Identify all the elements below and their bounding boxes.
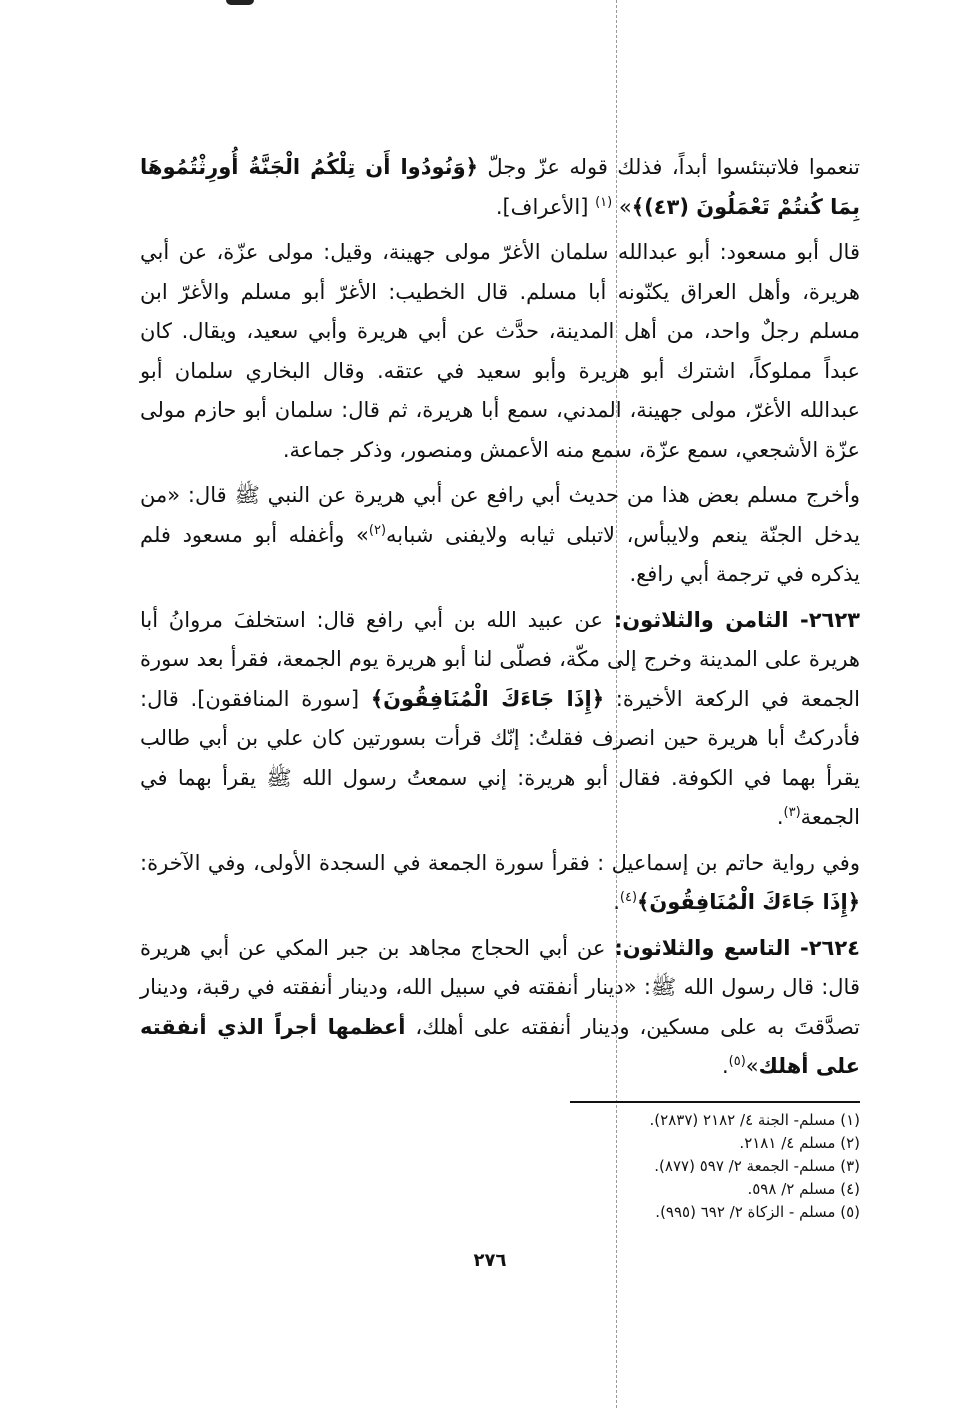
paragraph-1 [140, 148, 860, 227]
text: » [612, 194, 632, 219]
page-number: ٢٧٦ [473, 1250, 507, 1271]
footnote-ref: (٥) [728, 1054, 746, 1069]
quran-verse: ﴿إِذَا جَاءَكَ الْمُنَافِقُونَ﴾ [370, 686, 605, 711]
paragraph-hadith-2623 [140, 601, 860, 838]
footnote-4: (٤) مسلم ٢/ ٥٩٨. [747, 1179, 860, 1198]
text: [سورة المنافقون]. قال: فأدركتُ أبا هريرة حين انصرف فقلتُ: إنّك قرأت بسورتين كان علي بن أبي طالب يقرأ بهما في الكوفة. فقال أبو هريرة: إني سمعتُ رسول الله ﷺ يقرأ بهما في الجمعة [140, 686, 860, 829]
footnote-ref: (٤) [619, 890, 638, 905]
footnote-ref: (٣) [783, 805, 801, 820]
text: عن أبي الحجاج مجاهد بن جبر المكي عن أبي هريرة قال: قال رسول الله ﷺ: «دينار أنفقته في سبيل الله، ودينار أنفقته في رقبة، ودينار تصدَّقتَ به على مسكين، ودينار أنفقته على أهلك، [140, 935, 861, 1039]
footnote-5: (٥) مسلم - الزكاة ٢/ ٦٩٢ (٩٩٥). [655, 1202, 860, 1221]
paragraph-hadith-2624 [140, 929, 860, 1087]
paragraph-3 [140, 476, 860, 595]
paragraph-2: قال أبو مسعود: أبو عبدالله سلمان الأغرّ مولى جهينة، وقيل: مولى عزّة، عن أبي هريرة، وأهل العراق يكنّونه أبا مسلم. قال الخطيب: الأغرّ أبو مسلم والأغرّ ابن مسلم رجلٌ واحد، من أهل المدينة، حدَّث عن أبي هريرة وأبي سعيد، ويقال. كان عبداً مملوكاً، اشترك أبو هريرة وأبو سعيد في عتقه. وقال البخاري سلمان أبو عبدالله الأغرّ، مولى جهينة، المدني، سمع أبا هريرة، ثم قال: سلمان أبو حازم مولى عزّة الأشجعي، سمع عزّة، سمع منه الأعمش ومنصور، وذكر جماعة. [140, 240, 860, 462]
footnote-divider [570, 1101, 860, 1103]
hadith-heading: ٢٦٢٣- الثامن والثلاثون: [613, 607, 860, 632]
text: . [776, 805, 784, 829]
quran-verse: ﴿وَنُودُوا أَن تِلْكُمُ الْجَنَّةُ أُورِثْتُمُوهَا بِمَا كُنتُمْ تَعْمَلُونَ (٤٣)﴾ [140, 155, 860, 219]
footnote-2: (٢) مسلم ٤/ ٢١٨١. [739, 1133, 860, 1152]
paragraph-5 [140, 844, 860, 923]
text: [الأعراف]. [495, 194, 596, 219]
footnote-3: (٣) مسلم- الجمعة ٢/ ٥٩٧ (٨٧٧). [654, 1156, 860, 1175]
footnotes [140, 1109, 860, 1224]
text: » وأغفله أبو مسعود فلم يذكره في ترجمة أبي رافع. [140, 522, 860, 586]
page-body [140, 140, 860, 1224]
footnote-1: (١) مسلم- الجنة ٤/ ٢١٨٢ (٢٨٣٧). [649, 1110, 860, 1129]
text: وفي رواية حاتم بن إسماعيل : فقرأ سورة الجمعة في السجدة الأولى، وفي الآخرة: [140, 850, 860, 875]
footnote-ref: (١) [595, 194, 613, 210]
footnote-ref: (٢) [368, 522, 387, 538]
hadith-heading: ٢٦٢٤- التاسع والثلاثون: [614, 935, 861, 960]
emphasis-text: أعظمها أجراً الذي أنفقته على أهلك [140, 1014, 860, 1078]
scan-mark [226, 0, 254, 5]
text: . [613, 890, 620, 914]
text: تنعموا فلاتبتئسوا أبداً، فذلك قوله عزّ وجلّ [477, 155, 860, 179]
quran-verse: ﴿إِذَا جَاءَكَ الْمُنَافِقُونَ﴾ [637, 890, 860, 914]
text: » [745, 1054, 759, 1078]
text: وأخرج مسلم بعض هذا من حديث أبي رافع عن أبي هريرة عن النبي ﷺ قال: «من يدخل الجنّة ينعم ولايبأس، لاتبلى ثيابه ولايفنى شبابه [140, 483, 860, 547]
text: عن عبيد الله بن أبي رافع قال: استخلفَ مروانُ أبا هريرة على المدينة وخرج إلى مكّة، فصلّى لنا أبو هريرة يوم الجمعة، فقرأ بعد سورة الجمعة في الركعة الأخيرة: [140, 607, 860, 711]
text: . [721, 1054, 729, 1078]
